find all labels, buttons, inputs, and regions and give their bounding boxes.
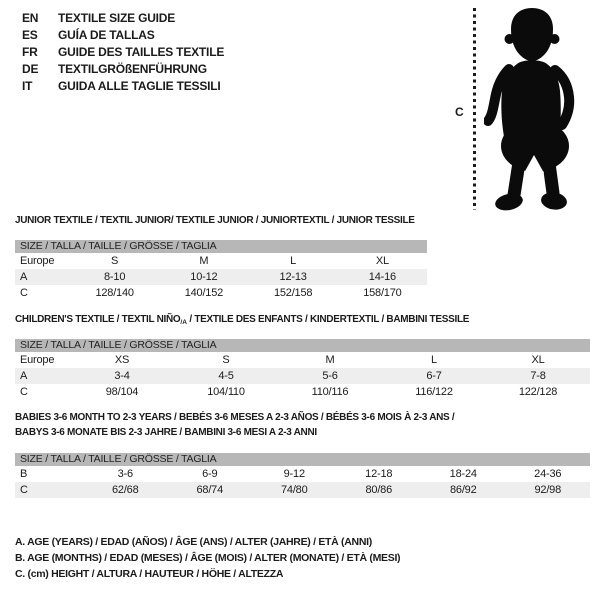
size-cell: L bbox=[290, 255, 297, 267]
size-cell: S bbox=[111, 255, 119, 267]
section-title-junior-text: JUNIOR TEXTILE / TEXTIL JUNIOR/ TEXTILE JUNIOR / JUNIORTEXTIL / JUNIOR TESSILE bbox=[15, 215, 415, 226]
height-measure-label: C bbox=[455, 105, 464, 119]
footnote-age-years: A. AGE (YEARS) / EDAD (AÑOS) / ÂGE (ANS) / ALTER (JAHRE) / ETÀ (ANNI) bbox=[15, 536, 372, 548]
size-cell: M bbox=[325, 354, 335, 366]
size-cell: M bbox=[199, 255, 209, 267]
language-code: FR bbox=[22, 45, 38, 59]
size-cell: 152/158 bbox=[273, 287, 313, 299]
size-cell: 92/98 bbox=[534, 484, 562, 496]
language-row-de bbox=[22, 61, 224, 78]
language-title: TEXTILGRÖßENFÜHRUNG bbox=[58, 62, 207, 76]
section-title-children bbox=[15, 312, 593, 330]
language-code: DE bbox=[22, 62, 39, 76]
baby-silhouette-icon bbox=[484, 6, 580, 212]
table-row-europe bbox=[15, 253, 427, 269]
size-cell: XL bbox=[531, 354, 545, 366]
size-cell: L bbox=[431, 354, 437, 366]
size-cell: 80/86 bbox=[365, 484, 393, 496]
size-cell: 74/80 bbox=[280, 484, 308, 496]
section-title-babies-line1: BABIES 3-6 MONTH TO 2-3 YEARS / BEBÉS 3-6 MESES A 2-3 AÑOS / BÉBÉS 3-6 MOIS À 2-3 ANS / bbox=[15, 412, 455, 423]
table-row-height bbox=[15, 384, 590, 400]
table-junior bbox=[15, 240, 427, 301]
language-code: IT bbox=[22, 79, 33, 93]
size-cell: 4-5 bbox=[218, 370, 234, 382]
size-header-bar: SIZE / TALLA / TAILLE / GRÖSSE / TAGLIA bbox=[15, 339, 590, 352]
language-title: GUÍA DE TALLAS bbox=[58, 28, 155, 42]
size-cell: 12-13 bbox=[279, 271, 307, 283]
language-row-en bbox=[22, 10, 224, 27]
size-cell: 116/122 bbox=[415, 386, 453, 398]
size-cell: 10-12 bbox=[190, 271, 218, 283]
baby-leg-right bbox=[548, 156, 553, 193]
section-title-babies-line2: BABYS 3-6 MONATE BIS 2-3 JAHRE / BAMBINI 3-6 MESI A 2-3 ANNI bbox=[15, 427, 317, 438]
size-cell: 158/170 bbox=[363, 287, 402, 299]
table-row-age-months bbox=[15, 466, 590, 482]
footnote-age-months: B. AGE (MONTHS) / EDAD (MESES) / ÂGE (MOIS) / ALTER (MONATE) / ETÀ (MESI) bbox=[15, 552, 401, 564]
size-cell: 5-6 bbox=[322, 370, 338, 382]
language-row-it bbox=[22, 78, 224, 95]
size-cell: 68/74 bbox=[196, 484, 224, 496]
table-row-age bbox=[15, 368, 590, 384]
section-title-children-pre: CHILDREN'S TEXTILE / TEXTIL NIÑO bbox=[15, 314, 181, 325]
table-row-height bbox=[15, 482, 590, 498]
language-list bbox=[22, 10, 224, 95]
size-cell: 140/152 bbox=[184, 287, 224, 299]
baby-foot-right bbox=[540, 191, 568, 211]
table-babies bbox=[15, 453, 590, 498]
row-label: Europe bbox=[20, 354, 55, 366]
size-header-bar: SIZE / TALLA / TAILLE / GRÖSSE / TAGLIA bbox=[15, 240, 427, 253]
row-label: Europe bbox=[20, 255, 55, 267]
table-row-age bbox=[15, 269, 427, 285]
footnote-list bbox=[15, 534, 400, 582]
size-cell: 9-12 bbox=[283, 468, 305, 480]
language-row-fr bbox=[22, 44, 224, 61]
language-code: ES bbox=[22, 28, 38, 42]
size-cell: XL bbox=[375, 255, 389, 267]
language-title: GUIDA ALLE TAGLIE TESSILI bbox=[58, 79, 221, 93]
size-header-bar: SIZE / TALLA / TAILLE / GRÖSSE / TAGLIA bbox=[15, 453, 590, 466]
baby-ear-left bbox=[505, 34, 515, 44]
size-cell: 98/104 bbox=[105, 386, 139, 398]
table-row-europe bbox=[15, 352, 590, 368]
size-cell: 6-9 bbox=[202, 468, 218, 480]
baby-head bbox=[511, 8, 553, 61]
language-code: EN bbox=[22, 11, 39, 25]
size-cell: 104/110 bbox=[207, 386, 245, 398]
height-dashed-line bbox=[473, 8, 476, 210]
section-title-babies bbox=[15, 410, 593, 440]
size-cell: 7-8 bbox=[530, 370, 546, 382]
size-cell: 8-10 bbox=[104, 271, 126, 283]
size-cell: S bbox=[222, 354, 230, 366]
row-label: C bbox=[20, 386, 28, 398]
row-label: A bbox=[20, 271, 28, 283]
size-cell: 3-6 bbox=[117, 468, 133, 480]
footnote-height-cm: C. (cm) HEIGHT / ALTURA / HAUTEUR / HÖHE / ALTEZZA bbox=[15, 568, 284, 580]
row-label: C bbox=[20, 484, 28, 496]
section-title-children-post: / TEXTILE DES ENFANTS / KINDERTEXTIL / BAMBINI TESSILE bbox=[186, 314, 470, 325]
size-cell: 12-18 bbox=[365, 468, 393, 480]
size-cell: 122/128 bbox=[518, 386, 558, 398]
table-row-height bbox=[15, 285, 427, 301]
size-cell: 14-16 bbox=[368, 271, 396, 283]
size-cell: 110/116 bbox=[311, 386, 349, 398]
language-title: TEXTILE SIZE GUIDE bbox=[58, 11, 176, 25]
language-title: GUIDE DES TAILLES TEXTILE bbox=[58, 45, 225, 59]
size-cell: 3-4 bbox=[114, 370, 130, 382]
size-cell: 62/68 bbox=[111, 484, 139, 496]
size-cell: 86/92 bbox=[449, 484, 477, 496]
section-title-children-sub: /A bbox=[180, 319, 187, 326]
baby-leg-left bbox=[514, 156, 520, 195]
size-cell: 18-24 bbox=[449, 468, 477, 480]
row-label: C bbox=[20, 287, 28, 299]
table-children bbox=[15, 339, 590, 400]
row-label: B bbox=[20, 468, 28, 480]
size-cell: XS bbox=[114, 354, 130, 366]
size-cell: 24-36 bbox=[534, 468, 562, 480]
language-row-es bbox=[22, 27, 224, 44]
row-label: A bbox=[20, 370, 28, 382]
size-cell: 128/140 bbox=[95, 287, 134, 299]
size-cell: 6-7 bbox=[426, 370, 442, 382]
baby-ear-right bbox=[550, 34, 560, 44]
section-title-junior bbox=[15, 213, 593, 228]
